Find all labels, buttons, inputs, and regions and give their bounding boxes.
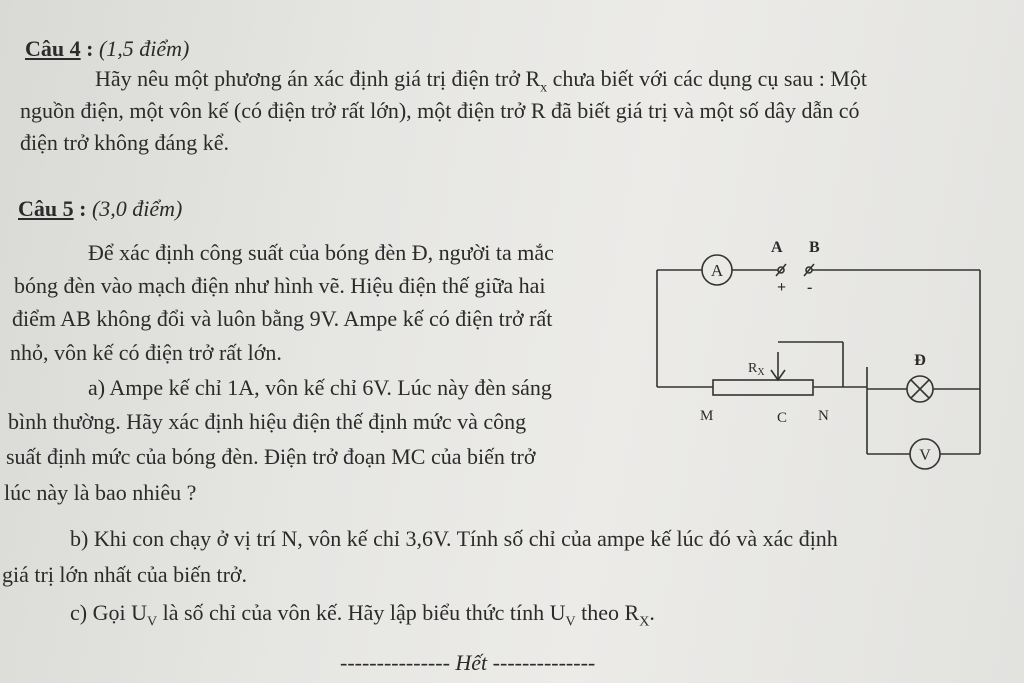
q5-colon: : [73, 196, 92, 221]
plus-sign: + [777, 279, 787, 296]
q5-a-line-2: bình thường. Hãy xác định hiệu điện thế định mức và công [8, 409, 527, 434]
ammeter-label: A [710, 261, 724, 280]
lamp-label: Đ [914, 352, 926, 369]
q5-a-line-3: suất định mức của bóng đèn. Điện trở đoạn MC của biến trở [6, 444, 536, 469]
q4-line-1-pre: Hãy nêu một phương án xác định giá trị điện trở R [95, 66, 541, 91]
point-b-label: B [809, 239, 820, 256]
point-c-label: C [777, 410, 788, 426]
q5-b-line-1: b) Khi con chạy ở vị trí N, vôn kế chỉ 3,6V. Tính số chỉ của ampe kế lúc đó và xác định [70, 526, 838, 551]
q4-label: Câu 4 [25, 36, 81, 61]
q4-line-1-post: chưa biết với các dụng cụ sau : Một [547, 66, 868, 91]
q5-c-pre: c) Gọi U [70, 600, 147, 625]
q5-p1-line-4: nhỏ, vôn kế có điện trở rất lớn. [10, 340, 282, 365]
voltmeter-label: V [919, 447, 931, 464]
q5-p1-line-3: điểm AB không đổi và luôn bằng 9V. Ampe kế có điện trở rất [12, 306, 553, 331]
point-m-label: M [700, 408, 714, 424]
minus-sign: - [807, 279, 813, 296]
q5-c-post: . [649, 600, 655, 625]
q4-line-1 [95, 66, 867, 101]
q4-heading [25, 36, 189, 62]
q4-line-1-sub: x [540, 80, 548, 96]
q5-c-sub-3: X [639, 614, 650, 630]
q4-line-2: nguồn điện, một vôn kế (có điện trở rất lớn), một điện trở R đã biết giá trị và một số dây dẫn có [20, 98, 860, 123]
q5-a-line-1: a) Ampe kế chỉ 1A, vôn kế chỉ 6V. Lúc này đèn sáng [88, 375, 552, 400]
rheostat-label: $R_X$ [748, 361, 765, 378]
q4-colon: : [80, 36, 99, 61]
point-n-label: N [818, 408, 829, 424]
point-a-label: A [771, 239, 783, 256]
end-dashes-right: -------------- [492, 650, 596, 675]
q4-points: (1,5 điểm) [98, 36, 190, 61]
q5-points: (3,0 điểm) [91, 196, 183, 221]
q5-b-line-2: giá trị lớn nhất của biến trở. [2, 562, 248, 587]
q5-c-mid: là số chỉ của vôn kế. Hãy lập biểu thức tính U [157, 600, 566, 625]
q4-line-3: điện trở không đáng kể. [20, 130, 229, 155]
q5-heading [18, 196, 182, 222]
q5-c-line [70, 600, 655, 635]
q5-c-mid-2: theo R [575, 600, 640, 625]
q5-a-line-4: lúc này là bao nhiêu ? [4, 480, 197, 505]
q5-p1-line-2: bóng đèn vào mạch điện như hình vẽ. Hiệu điện thế giữa hai [14, 273, 546, 298]
end-marker [340, 650, 595, 676]
q5-c-sub-1: V [146, 614, 158, 630]
q5-p1-line-1: Để xác định công suất của bóng đèn Đ, người ta mắc [88, 240, 554, 265]
circuit-diagram [640, 232, 1000, 472]
end-label: Hết [455, 650, 488, 675]
end-dashes-left: --------------- [340, 650, 450, 675]
q5-label: Câu 5 [18, 196, 74, 221]
rheostat-body [713, 380, 813, 395]
q5-c-sub-2: V [565, 614, 576, 630]
